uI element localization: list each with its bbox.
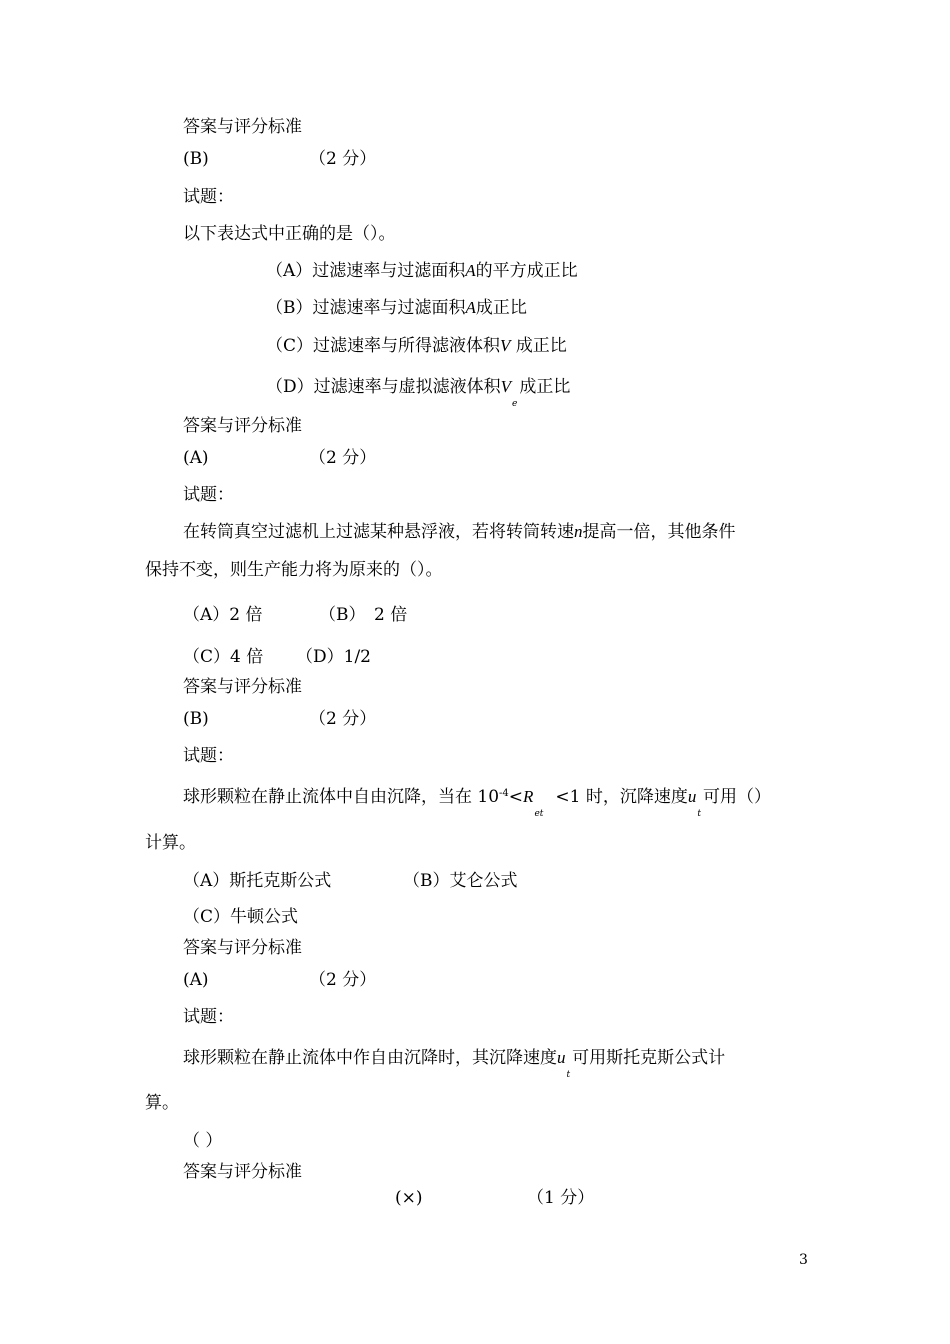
option-text: （B）过滤速率与过滤面积 (266, 298, 466, 318)
math-variable: A (465, 261, 476, 280)
option-d (266, 376, 571, 409)
stem-text: < (508, 787, 524, 807)
answer-value: (A) (183, 448, 209, 468)
answer-score: （2 分） (309, 448, 377, 468)
option-text: 成正比 (475, 298, 527, 318)
option-d: （D）1/2 (296, 647, 371, 667)
answer-value: (×) (395, 1188, 423, 1208)
option-text: （A）过滤速率与过滤面积 (266, 261, 466, 281)
math-subscript: e (512, 399, 518, 409)
option-c (266, 335, 567, 357)
option-a (266, 260, 578, 282)
option-a: （A）斯托克斯公式 (183, 871, 332, 891)
option-b: （B） 2 倍 (319, 605, 408, 625)
option-a: （A）2 倍 (183, 605, 263, 625)
question-stem-line (183, 521, 736, 543)
question-stem-line (183, 1047, 726, 1080)
question-heading: 试题： (183, 746, 234, 766)
question-heading: 试题： (183, 485, 234, 505)
stem-text: 提高一倍，其他条件 (582, 522, 736, 542)
option-c: （C）牛顿公式 (183, 907, 299, 927)
option-b (266, 297, 527, 319)
answer-score: （2 分） (309, 709, 377, 729)
question-heading: 试题： (183, 187, 234, 207)
math-subscript: t (566, 1070, 571, 1080)
question-stem-line (183, 786, 771, 819)
option-text: 成正比 (519, 377, 571, 397)
answer-value: (B) (183, 149, 209, 169)
stem-text: <1 时，沉降速度 (555, 787, 688, 807)
math-exponent: -4 (499, 788, 509, 799)
question-stem-line: 保持不变，则生产能力将为原来的（）。 (145, 560, 443, 580)
math-variable: R (523, 787, 534, 806)
page-number: 3 (799, 1252, 808, 1268)
stem-text: 可用（） (702, 787, 771, 807)
stem-text: 在转筒真空过滤机上过滤某种悬浮液，若将转筒转速 (183, 522, 574, 542)
math-variable: u (557, 1048, 566, 1067)
math-subscript: t (697, 809, 701, 819)
answer-heading: 答案与评分标准 (183, 117, 302, 137)
answer-score: （2 分） (309, 970, 377, 990)
answer-heading: 答案与评分标准 (183, 938, 302, 958)
math-variable: A (465, 298, 476, 317)
option-text: （D）过滤速率与虚拟滤液体积 (266, 377, 501, 397)
answer-score: （2 分） (309, 149, 377, 169)
answer-value: (A) (183, 970, 209, 990)
stem-text: 可用斯托克斯公式计 (572, 1048, 726, 1068)
math-variable: u (687, 787, 697, 806)
answer-value: (B) (183, 709, 209, 729)
answer-score: （1 分） (527, 1188, 595, 1208)
option-b: （B）艾仑公式 (403, 871, 518, 891)
answer-heading: 答案与评分标准 (183, 416, 302, 436)
option-text: 成正比 (515, 336, 567, 356)
answer-heading: 答案与评分标准 (183, 1162, 302, 1182)
option-text: （C）过滤速率与所得滤液体积 (266, 336, 501, 356)
math-variable: V (500, 377, 512, 396)
question-stem: 以下表达式中正确的是（）。 (183, 224, 396, 244)
question-stem-line: 算。 (145, 1093, 179, 1113)
math-subscript: et (534, 809, 544, 819)
answer-blank: （ ） (183, 1131, 223, 1151)
answer-heading: 答案与评分标准 (183, 677, 302, 697)
option-text: 的平方成正比 (475, 261, 578, 281)
question-stem-line: 计算。 (145, 833, 196, 853)
stem-text: 球形颗粒在静止流体中自由沉降，当在 10 (183, 787, 500, 807)
math-variable: V (500, 336, 511, 355)
math-variable: n (574, 522, 583, 541)
option-c: （C）4 倍 (183, 647, 264, 667)
stem-text: 球形颗粒在静止流体中作自由沉降时，其沉降速度 (183, 1048, 557, 1068)
question-heading: 试题： (183, 1007, 234, 1027)
